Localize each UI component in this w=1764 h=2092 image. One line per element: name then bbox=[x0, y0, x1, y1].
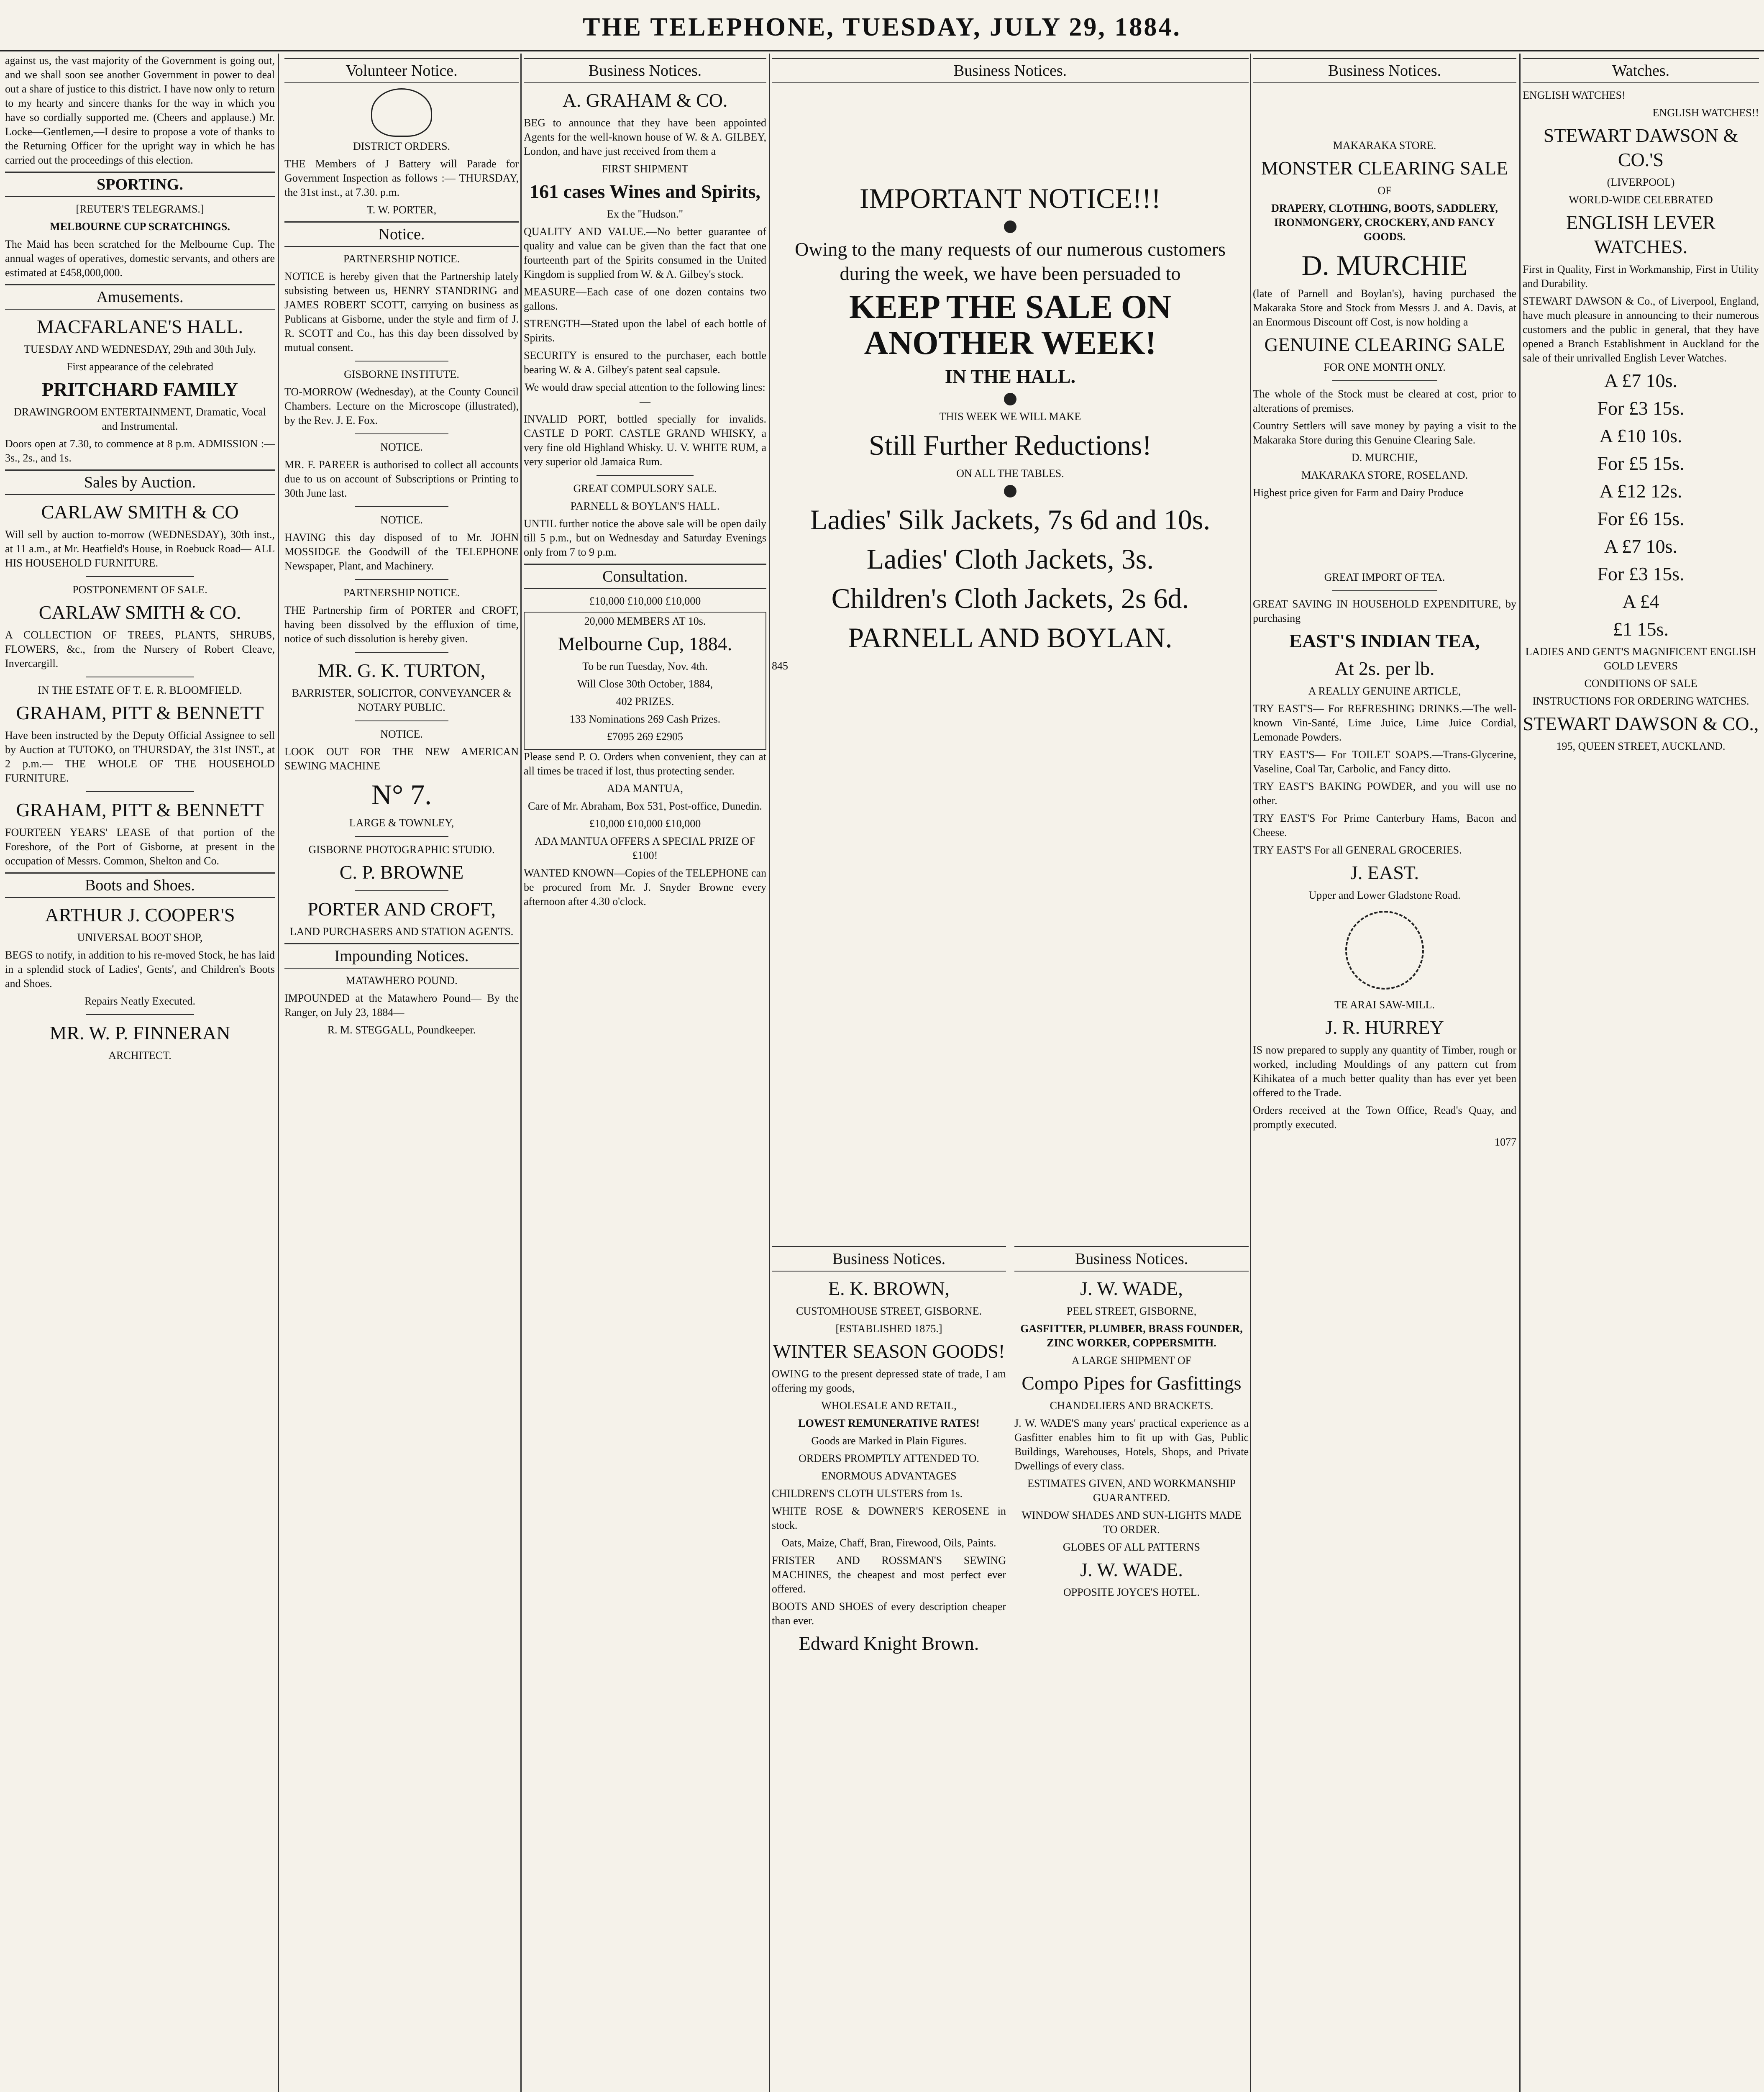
architect: ARCHITECT. bbox=[108, 1049, 172, 1061]
hams: TRY EAST'S For Prime Canterbury Hams, Bacon and Cheese. bbox=[1253, 812, 1516, 838]
j-east: J. EAST. bbox=[1350, 862, 1419, 883]
pound: MATAWHERO POUND. bbox=[346, 974, 458, 987]
wade-text: J. W. WADE'S many years' practical experience as a Gasfitter enables him to fit up with Gas, Public Buildings, Warehouses, Hotels, Shops, and Private Dwellings of every class. bbox=[1014, 1417, 1249, 1472]
divider bbox=[355, 433, 448, 434]
ornament bbox=[1004, 393, 1016, 405]
masthead-title: THE TELEPHONE, TUESDAY, JULY 29, 1884. bbox=[583, 13, 1181, 41]
volunteer-header: Volunteer Notice. bbox=[284, 58, 519, 83]
security: SECURITY is ensured to the purchaser, each bottle bearing W. & A. Gilbey's patent seal capsule. bbox=[524, 349, 766, 376]
estimates: ESTIMATES GIVEN, AND WORKMANSHIP GUARANTEED. bbox=[1027, 1477, 1236, 1504]
cleared: The whole of the Stock must be cleared at cost, prior to alterations of premises. bbox=[1253, 388, 1516, 414]
drinks: TRY EAST'S— For REFRESHING DRINKS.—The well-known Vin-Santé, Lime Juice, Lime Juice Cordial, Lemonade Powders. bbox=[1253, 702, 1516, 743]
wade-ad bbox=[1014, 1242, 1249, 1603]
queen-street: 195, QUEEN STREET, AUCKLAND. bbox=[1556, 740, 1726, 752]
pound-text: IMPOUNDED at the Matawhero Pound— By the Ranger, on July 23, 1884— bbox=[284, 992, 519, 1018]
first-quality: First in Quality, First in Workmanship, First in Utility and Durability. bbox=[1523, 263, 1759, 290]
english-1: ENGLISH WATCHES! bbox=[1523, 89, 1626, 101]
run-date: To be run Tuesday, Nov. 4th. bbox=[582, 660, 708, 672]
enormous: ENORMOUS ADVANTAGES bbox=[821, 1470, 957, 1482]
divider bbox=[597, 475, 694, 476]
conditions: CONDITIONS OF SALE bbox=[1584, 677, 1697, 690]
price-1: A £7 10s. bbox=[1604, 370, 1678, 391]
partnership-2: PARTNERSHIP NOTICE. bbox=[343, 587, 460, 599]
owing-trade: OWING to the present depressed state of trade, I am offering my goods, bbox=[772, 1368, 1006, 1394]
price-5b: £1 15s. bbox=[1613, 618, 1669, 640]
special: We would draw special attention to the following lines:— bbox=[525, 381, 766, 408]
cooper-name: ARTHUR J. COOPER'S bbox=[45, 904, 235, 926]
stewart-dawson: STEWART DAWSON & CO.'S bbox=[1543, 125, 1738, 170]
hurrey: J. R. HURREY bbox=[1325, 1017, 1444, 1038]
kerosene: WHITE ROSE & DOWNER'S KEROSENE in stock. bbox=[772, 1505, 1006, 1531]
turton: MR. G. K. TURTON, bbox=[317, 660, 486, 681]
column-6 bbox=[1523, 54, 1759, 2092]
partnership: PARTNERSHIP NOTICE. bbox=[343, 253, 460, 265]
notice-3: NOTICE. bbox=[380, 514, 423, 526]
oats: Oats, Maize, Chaff, Bran, Firewood, Oils, Paints. bbox=[781, 1537, 996, 1549]
business-header: Business Notices. bbox=[772, 58, 1249, 83]
winter: WINTER SEASON GOODS! bbox=[773, 1341, 1005, 1362]
price-1b: For £3 15s. bbox=[1597, 397, 1685, 419]
dawson-text: STEWART DAWSON & Co., of Liverpool, England, have much pleasure in announcing to their numerous customers and the public in general, that they have opened a Branch Establishment in Auckland for the sale of their unrivalled English Lever Watches. bbox=[1523, 295, 1759, 364]
sporting-header: SPORTING. bbox=[5, 172, 275, 197]
photo-studio: GISBORNE PHOTOGRAPHIC STUDIO. bbox=[308, 843, 495, 856]
boots-header: Boots and Shoes. bbox=[5, 872, 275, 898]
porter: T. W. PORTER, bbox=[366, 204, 437, 216]
hall-dates: TUESDAY AND WEDNESDAY, 29th and 30th July. bbox=[24, 343, 256, 355]
divider bbox=[86, 1014, 194, 1015]
great-sale: GREAT COMPULSORY SALE. bbox=[573, 482, 717, 495]
steggall: R. M. STEGGALL, Poundkeeper. bbox=[327, 1024, 476, 1036]
divider bbox=[86, 576, 194, 577]
wanted: WANTED KNOWN—Copies of the TELEPHONE can be procured from Mr. J. Snyder Browne every afternoon after 4.30 o'clock. bbox=[524, 867, 766, 908]
murchie: D. MURCHIE bbox=[1301, 249, 1468, 281]
trades: GASFITTER, PLUMBER, BRASS FOUNDER, ZINC WORKER, COPPERSMITH. bbox=[1020, 1323, 1243, 1349]
column-1 bbox=[5, 54, 275, 2092]
lever: ENGLISH LEVER WATCHES. bbox=[1566, 212, 1715, 257]
postponement: POSTPONEMENT OF SALE. bbox=[72, 584, 207, 596]
genuine: GENUINE CLEARING SALE bbox=[1264, 334, 1505, 355]
graham-pitt-2: GRAHAM, PITT & BENNETT bbox=[16, 799, 264, 820]
price-2: A £10 10s. bbox=[1599, 425, 1682, 446]
column-rule bbox=[1519, 54, 1521, 2092]
money-line: £10,000 £10,000 £10,000 bbox=[589, 595, 701, 607]
doors-open: Doors open at 7.30, to commence at 8 p.m. ADMISSION :—3s., 2s., and 1s. bbox=[5, 438, 275, 464]
children-jackets: Children's Cloth Jackets, 2s 6d. bbox=[831, 582, 1189, 614]
column-rule bbox=[278, 54, 279, 2092]
district-orders: DISTRICT ORDERS. bbox=[353, 140, 451, 152]
celebrated: WORLD-WIDE CELEBRATED bbox=[1569, 194, 1713, 206]
divider bbox=[1332, 590, 1437, 591]
drawingroom: DRAWINGROOM ENTERTAINMENT, Dramatic, Vocal and Instrumental. bbox=[13, 406, 266, 432]
country: Country Settlers will save money by paying a visit to the Makaraka Store during this Genuine Clearing Sale. bbox=[1253, 420, 1516, 446]
column-rule bbox=[1250, 54, 1251, 2092]
volunteer-text: THE Members of J Battery will Parade for Government Inspection as follows :— THURSDAY, the 31st inst., at 7.30. p.m. bbox=[284, 158, 519, 198]
business-header: Business Notices. bbox=[524, 58, 766, 83]
offers: ADA MANTUA OFFERS A SPECIAL PRIZE OF £100! bbox=[535, 835, 755, 861]
established: [ESTABLISHED 1875.] bbox=[835, 1323, 942, 1335]
turton-text: BARRISTER, SOLICITOR, CONVEYANCER & NOTARY PUBLIC. bbox=[292, 687, 512, 713]
graham-pitt: GRAHAM, PITT & BENNETT bbox=[16, 702, 264, 723]
notice-4: NOTICE. bbox=[380, 728, 423, 740]
melbourne-heading: MELBOURNE CUP SCRATCHINGS. bbox=[50, 220, 230, 233]
edward: Edward Knight Brown. bbox=[799, 1633, 979, 1654]
ornament bbox=[1004, 485, 1016, 497]
boots: BOOTS AND SHOES of every description cheaper than ever. bbox=[772, 1600, 1006, 1627]
wade-address: OPPOSITE JOYCE'S HOTEL. bbox=[1063, 1586, 1200, 1598]
no-7: N° 7. bbox=[371, 779, 432, 810]
divider bbox=[355, 652, 448, 653]
sewing: FRISTER AND ROSSMAN'S SEWING MACHINES, the cheapest and most perfect ever offered. bbox=[772, 1554, 1006, 1595]
auction-text: Will sell by auction to-morrow (WEDNESDAY), 30th inst., at 11 a.m., at Mr. Heatfield's House, in Roebuck Road— ALL HIS HOUSEHOLD FURNITURE. bbox=[5, 528, 275, 569]
business-header: Business Notices. bbox=[1014, 1246, 1249, 1272]
parnell-boylan: PARNELL AND BOYLAN. bbox=[848, 622, 1173, 654]
until: UNTIL further notice the above sale will be open daily till 5 p.m., but on Wednesday and Saturday Evenings only from 7 to 9 p.m. bbox=[524, 518, 766, 558]
lowest: LOWEST REMUNERATIVE RATES! bbox=[798, 1417, 980, 1429]
porter-croft: PORTER AND CROFT, bbox=[307, 898, 496, 920]
drapery: DRAPERY, CLOTHING, BOOTS, SADDLERY, IRONMONGERY, CROCKERY, AND FANCY GOODS. bbox=[1271, 202, 1498, 243]
wade: J. W. WADE, bbox=[1080, 1278, 1183, 1299]
hurrey-orders: Orders received at the Town Office, Read's Quay, and promptly executed. bbox=[1253, 1104, 1516, 1131]
hudson: Ex the "Hudson." bbox=[607, 208, 684, 220]
repairs: Repairs Neatly Executed. bbox=[84, 995, 195, 1007]
brown-ad bbox=[772, 1242, 1006, 1659]
column-5 bbox=[1253, 54, 1516, 2092]
cases: 161 cases Wines and Spirits, bbox=[530, 181, 760, 202]
column-2 bbox=[284, 54, 519, 2092]
window: WINDOW SHADES AND SUN-LIGHTS MADE TO ORDER. bbox=[1022, 1509, 1242, 1536]
land: LAND PURCHASERS AND STATION AGENTS. bbox=[289, 926, 514, 938]
graham-co: A. GRAHAM & CO. bbox=[562, 90, 728, 111]
divider bbox=[355, 506, 448, 507]
ulsters: CHILDREN'S CLOTH ULSTERS from 1s. bbox=[772, 1487, 963, 1500]
auctioneer-2: CARLAW SMITH & CO. bbox=[38, 602, 241, 623]
nominations: 133 Nominations 269 Cash Prizes. bbox=[569, 713, 721, 725]
price-3: A £12 12s. bbox=[1599, 480, 1682, 502]
hall-name: MACFARLANE'S HALL. bbox=[36, 316, 243, 337]
marked: Goods are Marked in Plain Figures. bbox=[811, 1435, 967, 1447]
mantua: ADA MANTUA, bbox=[607, 782, 683, 795]
cup: Melbourne Cup, 1884. bbox=[558, 633, 732, 654]
highest: Highest price given for Farm and Dairy Produce bbox=[1253, 487, 1464, 499]
business-header: Business Notices. bbox=[1253, 58, 1516, 83]
column-4 bbox=[772, 54, 1249, 2092]
having-text: HAVING this day disposed of to Mr. JOHN MOSSIDGE the Goodwill of the TELEPHONE Newspaper, Plant, and Machinery. bbox=[284, 531, 519, 572]
hall-first: First appearance of the celebrated bbox=[67, 361, 213, 373]
article: A REALLY GENUINE ARTICLE, bbox=[1308, 685, 1461, 697]
roseland: MAKARAKA STORE, ROSELAND. bbox=[1301, 469, 1468, 481]
graham-text: BEG to announce that they have been appointed Agents for the well-known house of W. & A. GILBEY, London, and have just received from them a bbox=[524, 117, 766, 157]
large-townley: LARGE & TOWNLEY, bbox=[349, 817, 454, 829]
graham-text: Have been instructed by the Deputy Official Assignee to sell by Auction at TUTOKO, on THURSDAY, the 31st INST., at 2 p.m.— THE WHOLE OF THE HOUSEHOLD FURNITURE. bbox=[5, 729, 275, 784]
table-total: £7095 269 £2905 bbox=[607, 731, 683, 743]
consultation-box bbox=[524, 612, 766, 750]
wholesale: WHOLESALE AND RETAIL, bbox=[821, 1400, 957, 1412]
members: 20,000 MEMBERS AT 10s. bbox=[584, 615, 706, 627]
column-rule bbox=[520, 54, 522, 2092]
collection-text: A COLLECTION OF TREES, PLANTS, SHRUBS, FLOWERS, &c., from the Nursery of Robert Cleave, Invercargill. bbox=[5, 629, 275, 669]
source-line: [REUTER'S TELEGRAMS.] bbox=[76, 203, 204, 215]
price-2b: For £5 15s. bbox=[1597, 453, 1685, 474]
ref-number: 845 bbox=[772, 660, 788, 672]
sawmill: TE ARAI SAW-MILL. bbox=[1334, 999, 1435, 1011]
groceries: TRY EAST'S For all GENERAL GROCERIES. bbox=[1253, 844, 1462, 856]
first-shipment: FIRST SHIPMENT bbox=[602, 163, 689, 175]
strength: STRENGTH—Stated upon the label of each bottle of Spirits. bbox=[524, 318, 766, 344]
ornament bbox=[1004, 220, 1016, 233]
partnership-2-text: THE Partnership firm of PORTER and CROFT, having been dissolved by the effluxion of time, notice of such dissolution is hereby given. bbox=[284, 604, 519, 645]
toilet: TRY EAST'S— For TOILET SOAPS.—Trans-Glycerine, Vaseline, Coal Tar, Carbolic, and Fancy ditto. bbox=[1253, 749, 1516, 775]
institute: GISBORNE INSTITUTE. bbox=[344, 368, 459, 380]
tea-price: At 2s. per lb. bbox=[1334, 658, 1435, 679]
amusements-header: Amusements. bbox=[5, 284, 275, 310]
ref-number: 1077 bbox=[1495, 1136, 1516, 1148]
price-4: A £7 10s. bbox=[1604, 536, 1678, 557]
important-notice: IMPORTANT NOTICE!!! bbox=[859, 182, 1161, 214]
cooper-text: BEGS to notify, in addition to his re-moved Stock, he has laid in a splendid stock of Ladies', Gents', and Children's Boots and Shoes. bbox=[5, 949, 275, 990]
price-3b: For £6 15s. bbox=[1597, 508, 1685, 529]
melbourne-text: The Maid has been scratched for the Melbourne Cup. The annual wages of operatives, domestic servants, and others are estimated at £458,000,000. bbox=[5, 238, 275, 279]
column-3 bbox=[524, 54, 766, 2092]
sales-header: Sales by Auction. bbox=[5, 469, 275, 495]
divider bbox=[355, 836, 448, 837]
institute-text: TO-MORROW (Wednesday), at the County Council Chambers. Lecture on the Microscope (illustrated), by the Rev. J. E. Fox. bbox=[284, 386, 519, 426]
liverpool: (LIVERPOOL) bbox=[1607, 176, 1675, 188]
auctioneer: CARLAW SMITH & CO bbox=[41, 501, 239, 523]
speech-text: against us, the vast majority of the Government is going out, and we shall soon see another Government in power to deal out a share of justice to this district. I have now only to return to my hearty and sincere thanks for the way in which you have so cordially supported me. (Cheers and applause.) Mr. Locke—Gentlemen,—I desire to propose a vote of thanks to the Returning Officer for the upright way in which he has carried out the proceedings of this election. bbox=[5, 54, 275, 166]
compo: Compo Pipes for Gasfittings bbox=[1022, 1372, 1242, 1394]
globes: GLOBES OF ALL PATTERNS bbox=[1062, 1541, 1201, 1553]
divider bbox=[355, 890, 448, 891]
reductions: Still Further Reductions! bbox=[868, 429, 1152, 461]
keep-sale: KEEP THE SALE ON ANOTHER WEEK! bbox=[849, 289, 1171, 361]
saving: GREAT SAVING IN HOUSEHOLD EXPENDITURE, by purchasing bbox=[1253, 598, 1516, 624]
shipment: A LARGE SHIPMENT OF bbox=[1071, 1354, 1192, 1366]
wade-2: J. W. WADE. bbox=[1080, 1559, 1183, 1580]
watches-header: Watches. bbox=[1523, 58, 1759, 83]
notice-header: Notice. bbox=[284, 221, 519, 247]
impounding-header: Impounding Notices. bbox=[284, 943, 519, 969]
partnership-text: NOTICE is hereby given that the Partnership lately subsisting between us, HENRY STANDRING and JAMES ROBERT SCOTT, carrying on business as Publicans at Gisborne, under the style and firm of J. R. SCOTT and Co., has this day been dissolved by mutual consent. bbox=[284, 270, 519, 354]
browne: C. P. BROWNE bbox=[339, 861, 464, 883]
silk-jackets: Ladies' Silk Jackets, 7s 6d and 10s. bbox=[810, 504, 1211, 536]
instructions: INSTRUCTIONS FOR ORDERING WATCHES. bbox=[1532, 695, 1749, 707]
hurrey-text: IS now prepared to supply any quantity of Timber, rough or worked, including Mouldings of any pattern cut from Kihikatea of a much better quality than has ever yet been offered to the Trade. bbox=[1253, 1044, 1516, 1099]
monster: MONSTER CLEARING SALE bbox=[1261, 157, 1508, 179]
store: MAKARAKA STORE. bbox=[1333, 139, 1436, 151]
tea: GREAT IMPORT OF TEA. bbox=[1324, 571, 1445, 583]
pritchard-family: PRITCHARD FAMILY bbox=[42, 379, 238, 400]
tables: ON ALL THE TABLES. bbox=[956, 467, 1064, 479]
divider bbox=[1332, 380, 1437, 381]
cooper-sub: UNIVERSAL BOOT SHOP, bbox=[77, 931, 203, 943]
money-line-2: £10,000 £10,000 £10,000 bbox=[589, 818, 701, 830]
prizes: 402 PRIZES. bbox=[616, 695, 674, 708]
price-5: A £4 bbox=[1622, 591, 1659, 612]
column-rule bbox=[769, 54, 770, 2092]
peel: PEEL STREET, GISBORNE, bbox=[1066, 1305, 1197, 1317]
divider bbox=[355, 579, 448, 580]
estate: IN THE ESTATE OF T. E. R. BLOOMFIELD. bbox=[38, 684, 242, 696]
lookout: LOOK OUT FOR THE NEW AMERICAN SEWING MACHINE bbox=[284, 746, 519, 772]
cloth-jackets: Ladies' Cloth Jackets, 3s. bbox=[866, 543, 1154, 575]
english-2: ENGLISH WATCHES!! bbox=[1652, 107, 1759, 119]
chandeliers: CHANDELIERS AND BRACKETS. bbox=[1050, 1400, 1214, 1412]
divider bbox=[86, 791, 194, 792]
baking: TRY EAST'S BAKING POWDER, and you will use no other. bbox=[1253, 780, 1516, 807]
month: FOR ONE MONTH ONLY. bbox=[1324, 361, 1446, 373]
pareer-text: MR. F. PAREER is authorised to collect all accounts due to us on account of Subscriptions or Printing to 30th June last. bbox=[284, 459, 519, 499]
orders: ORDERS PROMPTLY ATTENDED TO. bbox=[799, 1452, 979, 1464]
brown-addr: CUSTOMHOUSE STREET, GISBORNE. bbox=[796, 1305, 982, 1317]
finneran: MR. W. P. FINNERAN bbox=[49, 1022, 230, 1043]
of: OF bbox=[1377, 185, 1392, 197]
consultation-header: Consultation. bbox=[524, 564, 766, 589]
please: Please send P. O. Orders when convenient, they can at all times be traced if lost, thus protecting sender. bbox=[524, 751, 766, 777]
masthead bbox=[0, 0, 1764, 51]
notice-2: NOTICE. bbox=[380, 441, 423, 453]
divider bbox=[355, 720, 448, 721]
sawblade-icon bbox=[1345, 911, 1424, 990]
brown: E. K. BROWN, bbox=[828, 1278, 950, 1299]
ladies-levers: LADIES AND GENT'S MAGNIFICENT ENGLISH GOLD LEVERS bbox=[1525, 646, 1756, 672]
east-tea: EAST'S INDIAN TEA, bbox=[1289, 630, 1480, 651]
this-week: THIS WEEK WE WILL MAKE bbox=[939, 410, 1081, 423]
murchie-2: D. MURCHIE, bbox=[1351, 451, 1418, 464]
close-date: Will Close 30th October, 1884, bbox=[577, 678, 713, 690]
business-header: Business Notices. bbox=[772, 1246, 1006, 1272]
owing: Owing to the many requests of our numerous customers during the week, we have been persuaded to bbox=[795, 238, 1226, 284]
murchie-text: (late of Parnell and Boylan's), having purchased the Makaraka Store and Stock from Messrs J. and A. Davis, at an Enormous Discount off Cost, is now holding a bbox=[1253, 287, 1516, 328]
lease-text: FOURTEEN YEARS' LEASE of that portion of the Foreshore, of the Port of Gisborne, at present in the occupation of Messrs. Common, Shelton and Co. bbox=[5, 826, 275, 867]
lines: INVALID PORT, bottled specially for invalids. CASTLE D PORT. CASTLE GRAND WHISKY, a very fine old Highland Whisky. U. V. WHITE RUM, a very superior old Jamaica Rum. bbox=[524, 413, 766, 468]
measure: MEASURE—Each case of one dozen contains two gallons. bbox=[524, 286, 766, 312]
mantua-addr: Care of Mr. Abraham, Box 531, Post-office, Dunedin. bbox=[528, 800, 762, 812]
royal-crest-icon bbox=[371, 88, 432, 137]
parnell-hall: PARNELL & BOYLAN'S HALL. bbox=[570, 500, 720, 512]
gladstone: Upper and Lower Gladstone Road. bbox=[1308, 889, 1461, 901]
in-hall: IN THE HALL. bbox=[945, 366, 1076, 387]
dawson-address: STEWART DAWSON & CO., bbox=[1523, 713, 1759, 734]
quality: QUALITY AND VALUE.—No better guarantee of quality and value can be given than the fact that one fourteenth part of the Spirits consumed in the United Kingdom is supplied from W. & A. Gilbey's stock. bbox=[524, 226, 766, 280]
price-4b: For £3 15s. bbox=[1597, 563, 1685, 585]
